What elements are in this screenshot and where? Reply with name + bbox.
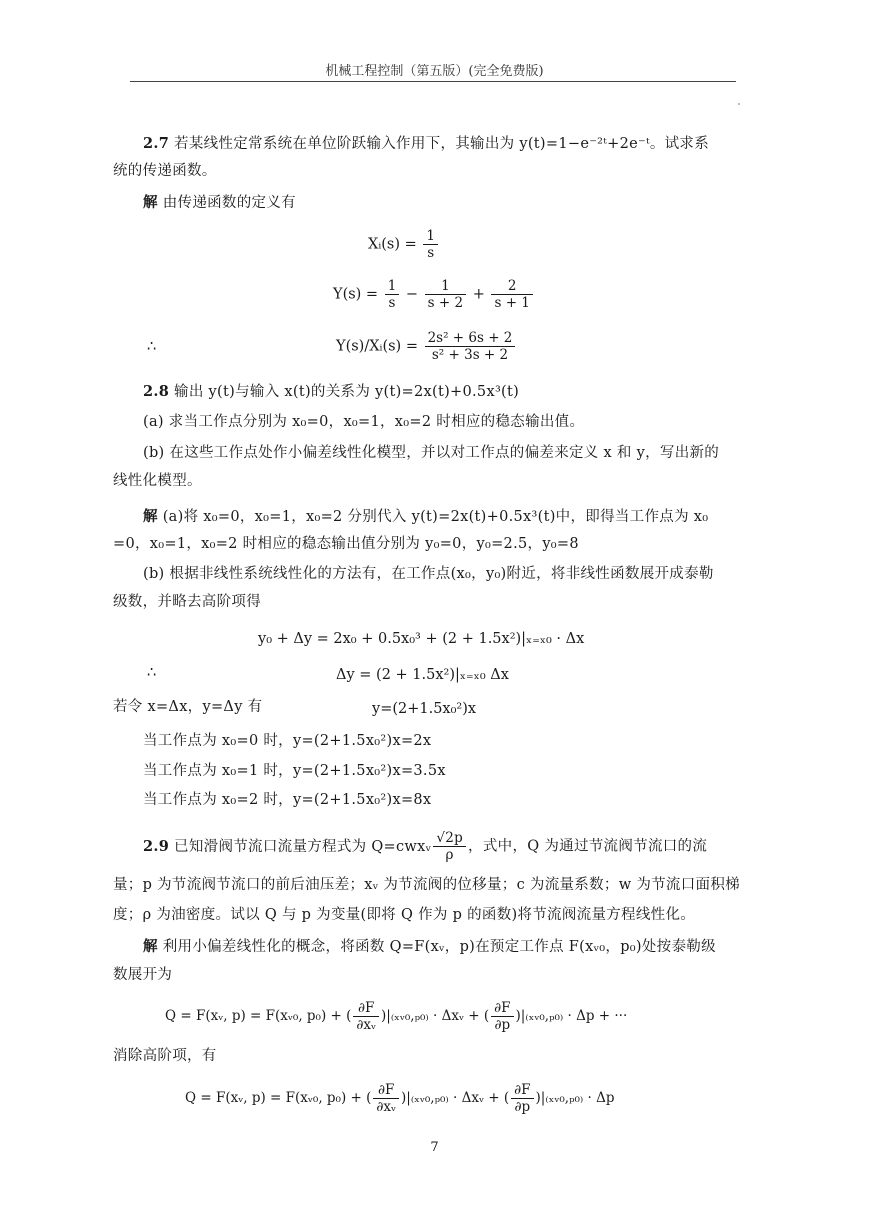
equation-y-lhs: Y(s) = <box>333 286 379 303</box>
solution-2-9-line-1: 解 利用小偏差线性化的概念，将函数 Q=F(xᵥ，p)在预定工作点 F(xᵥ₀，p₀)处按泰勒级 <box>143 938 716 955</box>
running-header: 机械工程控制（第五版）(完全免费版) <box>325 64 544 79</box>
fraction-1-over-s <box>423 228 438 261</box>
fraction-numerator: ∂F <box>491 1000 513 1017</box>
solution-2-8-a-line-1: 解 (a)将 x₀=0，x₀=1，x₀=2 分别代入 y(t)=2x(t)+0.5x³(t)中，即得当工作点为 x₀ <box>143 508 709 525</box>
fraction-denominator: s² + 3s + 2 <box>431 347 509 363</box>
fraction-term-1 <box>385 278 400 311</box>
problem-2-8-part-b-cont: 线性化模型。 <box>113 473 202 489</box>
fraction-numerator: √2p <box>433 830 466 847</box>
partial-f-p <box>491 1000 513 1033</box>
header-rule <box>130 81 736 82</box>
therefore-symbol-2: ∴ <box>147 665 157 681</box>
equation-taylor-expansion: y₀ + Δy = 2x₀ + 0.5x₀³ + (2 + 1.5x²)|ₓ₌ₓ₀ · Δx <box>258 631 585 647</box>
operating-point-0: 当工作点为 x₀=0 时，y=(2+1.5x₀²)x=2x <box>143 733 432 749</box>
operating-point-1: 当工作点为 x₀=1 时，y=(2+1.5x₀²)x=3.5x <box>143 763 446 779</box>
fraction-denominator: ∂p <box>514 1099 531 1115</box>
equation-transfer-lhs: Y(s)/Xᵢ(s) = <box>336 338 418 355</box>
solution-2-7-intro: 解 由传递函数的定义有 <box>143 194 296 211</box>
fraction-term-3 <box>491 278 532 311</box>
problem-2-9-text-b: ，式中，Q 为通过节流阀节流口的流 <box>468 838 708 855</box>
page-number: 7 <box>430 1140 439 1155</box>
equation-y <box>333 278 535 311</box>
problem-2-8-statement: 2.8 输出 y(t)与输入 x(t)的关系为 y(t)=2x(t)+0.5x³(t) <box>143 383 520 400</box>
fraction-denominator: ∂xᵥ <box>356 1017 377 1033</box>
flow-fraction <box>433 830 466 863</box>
equation-part: )|₍ₓᵥ₀,ₚ₀₎ · Δxᵥ + ( <box>401 1090 510 1106</box>
equation-part: )|₍ₓᵥ₀,ₚ₀₎ · Δp + ··· <box>515 1008 628 1024</box>
equation-part: )|₍ₓᵥ₀,ₚ₀₎ · Δp <box>535 1090 615 1106</box>
fraction-denominator: ∂xᵥ <box>376 1099 397 1115</box>
fraction-numerator: 2 <box>491 278 532 295</box>
equation-part: Q = F(xᵥ, p) = F(xᵥ₀, p₀) + ( <box>185 1090 372 1106</box>
problem-2-8-part-b: (b) 在这些工作点处作小偏差线性化模型，并以对工作点的偏差来定义 x 和 y，写出新的 <box>143 445 720 461</box>
solution-2-8-a-line-2: =0，x₀=1，x₀=2 时相应的稳态输出值分别为 y₀=0，y₀=2.5，y₀=8 <box>113 536 579 552</box>
therefore-symbol: ∴ <box>147 339 157 355</box>
operator-plus: + <box>472 286 485 303</box>
substitution-note: 若令 x=Δx，y=Δy 有 <box>113 699 263 715</box>
fraction-numerator: 2s² + 6s + 2 <box>425 330 516 347</box>
fraction-numerator: ∂F <box>511 1082 533 1099</box>
fraction-numerator: ∂F <box>353 1000 379 1017</box>
partial-f-xv <box>373 1082 399 1115</box>
equation-taylor-series-q <box>165 1000 627 1033</box>
fraction-denominator: s <box>427 245 435 261</box>
fraction-denominator: s + 2 <box>427 295 464 311</box>
problem-2-9-text-a: 2.9 已知滑阀节流口流量方程式为 Q=cwxᵥ <box>143 837 432 855</box>
problem-2-8-part-a: (a) 求当工作点分别为 x₀=0，x₀=1，x₀=2 时相应的稳态输出值。 <box>143 414 585 430</box>
fraction-numerator: 1 <box>385 278 400 295</box>
fraction-denominator: s <box>388 295 396 311</box>
fraction-numerator: 1 <box>425 278 466 295</box>
equation-part: )|₍ₓᵥ₀,ₚ₀₎ · Δxᵥ + ( <box>381 1008 490 1024</box>
equation-part: Q = F(xᵥ, p) = F(xᵥ₀, p₀) + ( <box>165 1008 352 1024</box>
solution-2-9-line-2: 数展开为 <box>113 967 173 983</box>
partial-f-p <box>511 1082 533 1115</box>
problem-2-9-line-3: 度；ρ 为油密度。试以 Q 与 p 为变量(即将 Q 作为 p 的函数)将节流阀流量方程线性化。 <box>113 907 696 923</box>
problem-2-9-statement <box>143 830 707 863</box>
equation-linear-model: y=(2+1.5x₀²)x <box>372 701 477 717</box>
partial-f-xv <box>353 1000 379 1033</box>
eliminate-higher-order-note: 消除高阶项，有 <box>113 1048 217 1064</box>
problem-2-7-statement: 2.7 若某线性定常系统在单位阶跃输入作用下，其输出为 y(t)=1−e⁻²ᵗ+2e⁻ᵗ。试求系 <box>143 135 710 152</box>
equation-xi-lhs: Xᵢ(s) = <box>368 236 417 253</box>
equation-delta-y: Δy = (2 + 1.5x²)|ₓ₌ₓ₀ Δx <box>336 667 509 683</box>
operating-point-2: 当工作点为 x₀=2 时，y=(2+1.5x₀²)x=8x <box>143 792 432 808</box>
scan-speck <box>738 103 740 105</box>
fraction-numerator: ∂F <box>373 1082 399 1099</box>
fraction-numerator: 1 <box>423 228 438 245</box>
transfer-function-fraction <box>425 330 516 363</box>
operator-minus: − <box>405 286 419 303</box>
problem-2-7-statement-cont: 统的传递函数。 <box>113 163 217 179</box>
equation-transfer-function <box>336 330 517 363</box>
equation-linearized-q <box>185 1082 615 1115</box>
fraction-denominator: ∂p <box>494 1017 511 1033</box>
problem-2-9-line-2: 量；p 为节流阀节流口的前后油压差；xᵥ 为节流阀的位移量；c 为流量系数；w 为节流口面积梯 <box>113 877 740 893</box>
fraction-denominator: ρ <box>445 847 454 863</box>
solution-2-8-b-line-2: 级数，并略去高阶项得 <box>113 594 261 610</box>
fraction-term-2 <box>425 278 466 311</box>
fraction-denominator: s + 1 <box>494 295 530 311</box>
solution-2-8-b-line-1: (b) 根据非线性系统线性化的方法有，在工作点(x₀，y₀)附近，将非线性函数展开成泰勒 <box>143 566 714 582</box>
equation-xi <box>368 228 440 261</box>
